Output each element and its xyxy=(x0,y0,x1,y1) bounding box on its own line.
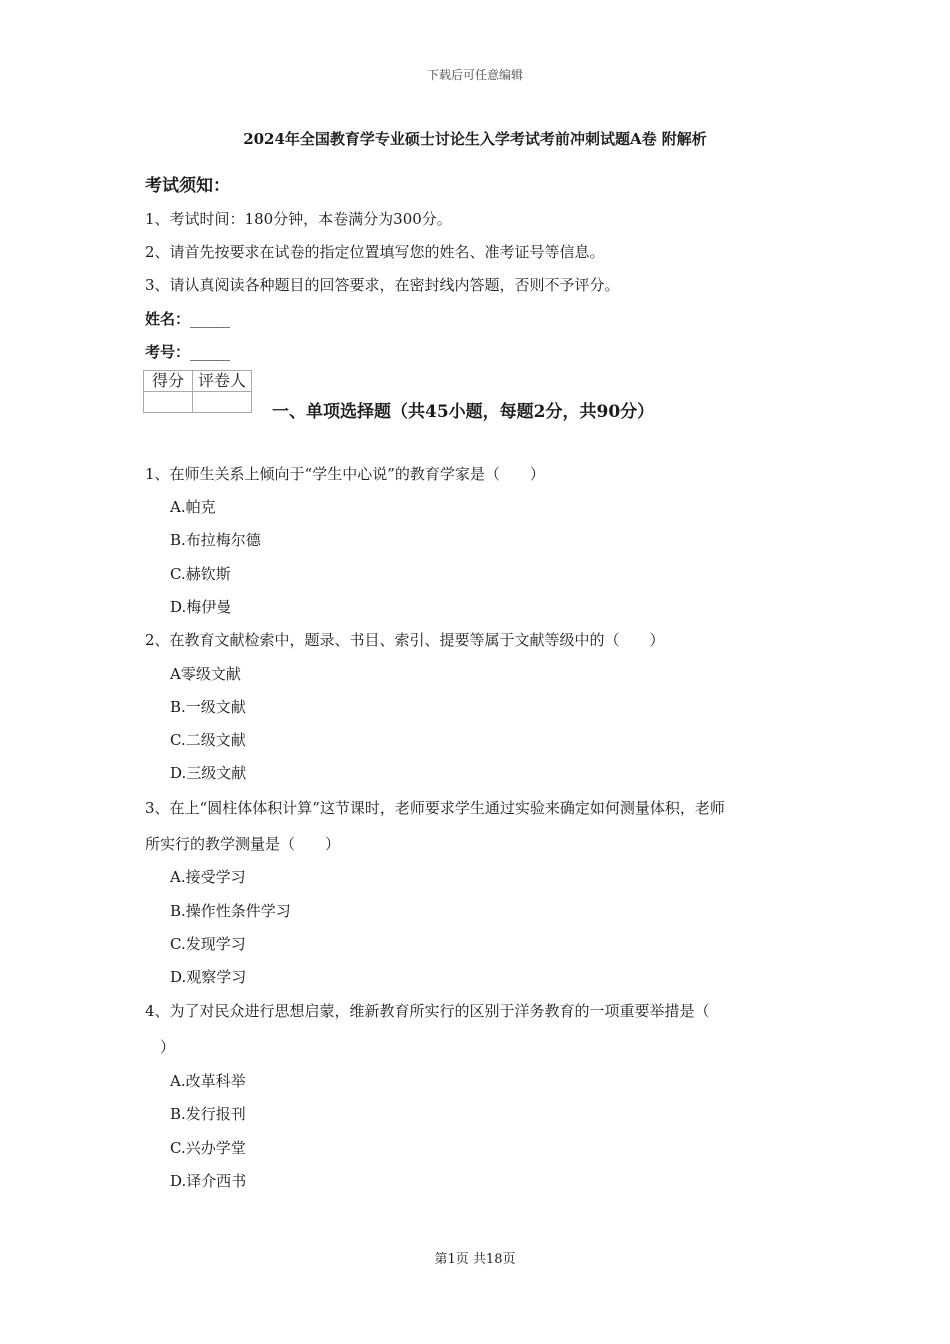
question-stem: 2、在教育文献检索中，题录、书目、索引、提要等属于文献等级中的（ ） xyxy=(145,631,665,649)
question-option: D.梅伊曼 xyxy=(170,598,232,616)
question-option: C.赫钦斯 xyxy=(170,565,231,583)
question-stem: 4、为了对民众进行思想启蒙，维新教育所实行的区别于洋务教育的一项重要举措是（ xyxy=(145,1002,710,1020)
name-blank: ______ xyxy=(190,310,230,328)
notice-item: 3、请认真阅读各种题目的回答要求，在密封线内答题，否则不予评分。 xyxy=(145,276,620,294)
score-header: 得分 xyxy=(144,371,193,392)
question-stem-continued: 所实行的教学测量是（ ） xyxy=(145,835,341,853)
exam-id-label: 考号： xyxy=(145,343,191,361)
question-option: C.二级文献 xyxy=(170,731,246,749)
question-option: B.发行报刊 xyxy=(170,1105,246,1123)
question-option: D.三级文献 xyxy=(170,764,247,782)
grader-header: 评卷人 xyxy=(193,371,252,392)
header-note: 下载后可任意编辑 xyxy=(426,68,523,82)
question-stem: 1、在师生关系上倾向于“学生中心说”的教育学家是（ ） xyxy=(145,465,545,483)
notice-item: 1、考试时间：180分钟，本卷满分为300分。 xyxy=(145,210,452,228)
name-label: 姓名： xyxy=(145,310,191,328)
question-option: C.兴办学堂 xyxy=(170,1139,246,1157)
question-option: A.接受学习 xyxy=(170,868,246,886)
question-option: B.一级文献 xyxy=(170,698,246,716)
score-cell xyxy=(144,392,193,413)
question-stem: 3、在上“圆柱体体积计算”这节课时，老师要求学生通过实验来确定如何测量体积，老师 xyxy=(145,799,725,817)
grader-cell xyxy=(193,392,252,413)
name-field xyxy=(145,308,229,329)
question-option: A.帕克 xyxy=(170,498,216,516)
question-option: B.操作性条件学习 xyxy=(170,902,291,920)
question-option: B.布拉梅尔德 xyxy=(170,531,261,549)
section-title: 一、单项选择题（共45小题，每题2分，共90分） xyxy=(272,402,655,422)
question-stem-continued: ） xyxy=(145,1038,176,1056)
notice-item: 2、请首先按要求在试卷的指定位置填写您的姓名、准考证号等信息。 xyxy=(145,243,605,261)
question-option: A.改革科举 xyxy=(170,1072,246,1090)
document-title: 2024年全国教育学专业硕士讨论生入学考试考前冲刺试题A卷 附解析 xyxy=(243,130,707,148)
page-footer: 第1页 共18页 xyxy=(434,1252,516,1267)
question-option: C.发现学习 xyxy=(170,935,246,953)
exam-id-blank: ______ xyxy=(190,343,230,361)
notice-heading: 考试须知： xyxy=(145,176,230,196)
score-box xyxy=(143,370,252,413)
question-option: D.观察学习 xyxy=(170,968,247,986)
question-option: A零级文献 xyxy=(170,665,241,683)
question-option: D.译介西书 xyxy=(170,1172,247,1190)
exam-id-field xyxy=(145,341,229,362)
